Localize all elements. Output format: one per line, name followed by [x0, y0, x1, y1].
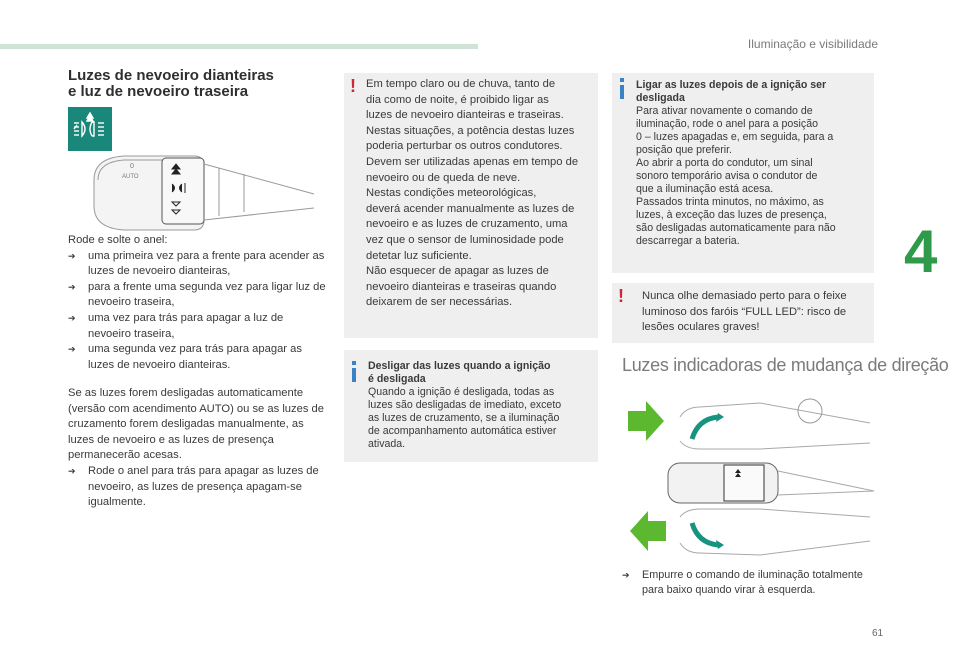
warning-icon: ! — [618, 286, 624, 306]
warning-box-led — [612, 283, 874, 343]
warning-box-fog — [344, 73, 598, 338]
info-text: Ligar as luzes depois de a ignição ser desligada Para ativar novamente o comando de iluminação, rode o anel para a posição 0 – luzes apagadas e, em seguida, para a posição que preferir. Ao abrir a porta do condutor, um sinal sonoro temporário avisa o condutor de que a iluminação está acesa. Passados trinta minutos, no máximo, as luzes, à exceção das luzes de presença, são desligadas automaticamente para não descarregar a bateria. — [636, 79, 836, 247]
stalk-auto-label: AUTO — [122, 174, 139, 180]
fog-stalk-illustration — [84, 150, 324, 234]
header-rule — [0, 44, 478, 49]
auto-lighting-paragraph: Se as luzes forem desligadas automaticamente (versão com acendimento AUTO) ou se as luzes de cruzamento forem desligadas manualmente, as luzes de nevoeiro e as luzes de presença permanecerão acesas. ➔ Rode o anel para trás para apagar as luzes de nevoeiro, as luzes de presença apagam-se igualmente. — [68, 386, 326, 511]
section-title-indicators: Luzes indicadoras de mudança de direção — [622, 355, 949, 375]
indicator-caption — [622, 568, 882, 598]
list-item: ➔ para a frente uma segunda vez para ligar luz de nevoeiro traseira, — [68, 280, 326, 309]
list-item: ➔ Empurre o comando de iluminação totalmente para baixo quando virar à esquerda. — [622, 569, 863, 596]
list-item: ➔ uma primeira vez para a frente para acender as luzes de nevoeiro dianteiras, — [68, 249, 325, 278]
arrow-right-icon — [628, 401, 664, 441]
list-item: ➔ Rode o anel para trás para apagar as luzes de nevoeiro, as luzes de presença apagam-se igualmente. — [68, 464, 319, 509]
bullet-arrow-icon: ➔ — [68, 312, 76, 323]
chapter-title: Iluminação e visibilidade — [747, 37, 878, 51]
section-title-fog-lights: Luzes de nevoeiro dianteiras e luz de nevoeiro traseira — [68, 67, 274, 100]
arrow-left-icon — [630, 511, 666, 551]
info-text: Desligar das luzes quando a ignição é desligada Quando a ignição é desligada, todas as luzes são desligadas de imediato, exceto as luzes de cruzamento, se a iluminação de acompanhamento automática estiver ativada. — [368, 360, 562, 450]
bullet-arrow-icon: ➔ — [68, 344, 76, 355]
page-number: 61 — [872, 628, 884, 639]
bullet-arrow-icon: ➔ — [622, 570, 630, 580]
stalk-zero-label: 0 — [130, 163, 134, 170]
info-icon — [620, 85, 624, 99]
list-item: ➔ uma vez para trás para apagar a luz de nevoeiro traseira, — [68, 311, 284, 340]
turn-signal-illustration — [620, 393, 882, 561]
warning-text: Em tempo claro ou de chuva, tanto de dia como de noite, é proibido ligar as luzes de nevoeiro dianteiras e traseiras. Nestas situações, a potência destas luzes poderia perturbar os outros condutores. Devem ser utilizadas apenas em tempo de nevoeiro ou de queda de neve. Nestas condições meteorológicas, deverá acender manualmente as luzes de nevoeiro e as luzes de cruzamento, uma vez que o sensor de luminosidade pode detetar luz suficiente. Não esquecer de apagar as luzes de nevoeiro dianteiras e traseiras quando deixarem de ser necessárias. — [366, 78, 579, 309]
warning-icon: ! — [350, 76, 356, 96]
info-box-ignition-off — [344, 350, 598, 462]
fog-instructions — [68, 233, 326, 373]
list-item: ➔ uma segunda vez para trás para apagar as luzes de nevoeiro dianteiras. — [68, 343, 302, 371]
bullet-arrow-icon: ➔ — [68, 281, 76, 292]
instruction-intro: Rode e solte o anel: — [68, 234, 168, 246]
bullet-arrow-icon: ➔ — [68, 250, 76, 261]
fog-light-icon — [68, 107, 112, 151]
info-box-ignition-on — [612, 73, 874, 273]
chapter-number: 4 — [904, 218, 938, 285]
bullet-arrow-icon: ➔ — [68, 465, 76, 476]
info-icon — [352, 368, 356, 382]
warning-text: Nunca olhe demasiado perto para o feixe luminoso dos faróis “FULL LED”: risco de lesões oculares graves! — [642, 290, 847, 334]
